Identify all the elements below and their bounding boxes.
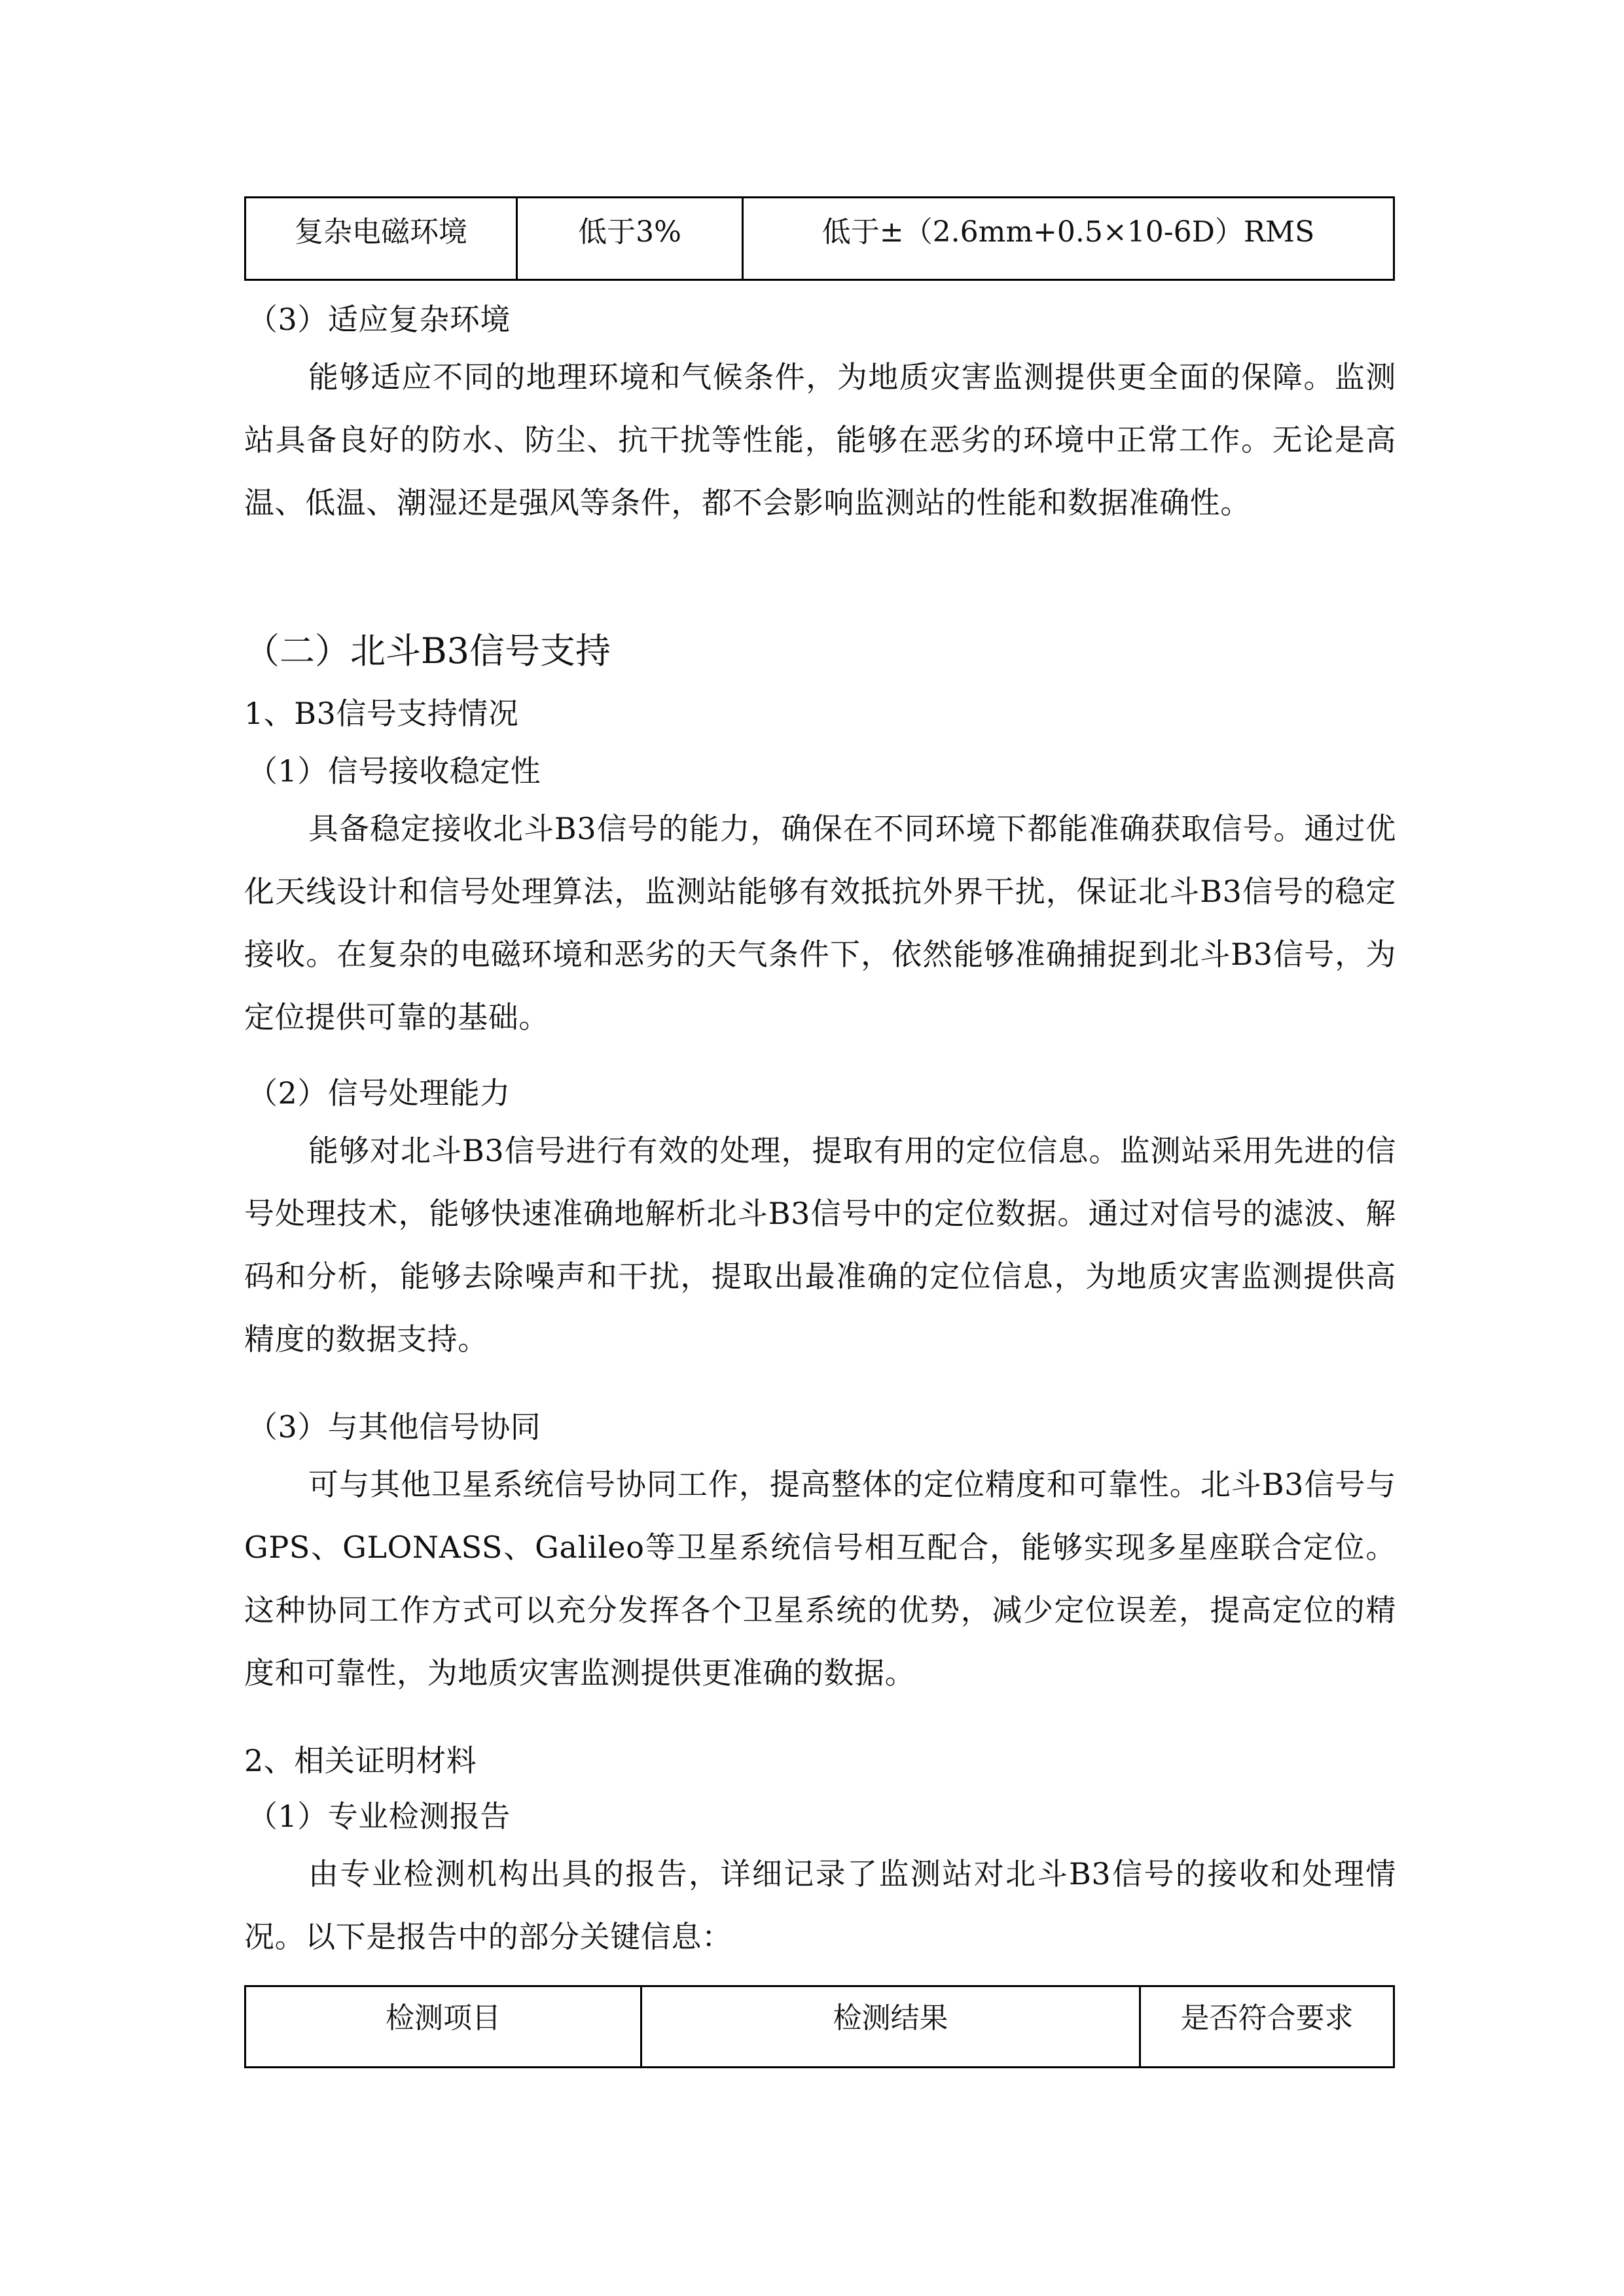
report-table <box>244 1985 1395 2068</box>
header-test-result: 检测结果 <box>641 1986 1140 2068</box>
subsection-heading-2: 2、相关证明材料 <box>244 1743 477 1778</box>
report-paragraph: 由专业检测机构出具的报告，详细记录了监测站对北斗B3信号的接收和处理情况。以下是报告中的部分关键信息： <box>244 1856 1396 1954</box>
subsection-heading-1: 1、B3信号支持情况 <box>244 696 519 731</box>
adapt-heading: （3）适应复杂环境 <box>247 302 511 337</box>
cooperation-paragraph: 可与其他卫星系统信号协同工作，提高整体的定位精度和可靠性。北斗B3信号与GPS、GLONASS、Galileo等卫星系统信号相互配合，能够实现多星座联合定位。这种协同工作方式可以充分发挥各个卫星系统的优势，减少定位误差，提高定位的精度和可靠性，为地质灾害监测提供更准确的数据。 <box>244 1467 1396 1691</box>
stability-heading: （1）信号接收稳定性 <box>247 753 541 789</box>
processing-paragraph: 能够对北斗B3信号进行有效的处理，提取有用的定位信息。监测站采用先进的信号处理技术，能够快速准确地解析北斗B3信号中的定位数据。通过对信号的滤波、解码和分析，能够去除噪声和干扰，提取出最准确的定位信息，为地质灾害监测提供高精度的数据支持。 <box>244 1133 1396 1357</box>
accuracy-table <box>244 196 1395 281</box>
table-cell-rate: 低于3% <box>517 198 743 280</box>
processing-heading: （2）信号处理能力 <box>247 1075 511 1111</box>
header-compliance: 是否符合要求 <box>1140 1986 1394 2068</box>
cooperation-heading: （3）与其他信号协同 <box>247 1409 541 1444</box>
adapt-paragraph: 能够适应不同的地理环境和气候条件，为地质灾害监测提供更全面的保障。监测站具备良好的防水、防尘、抗干扰等性能，能够在恶劣的环境中正常工作。无论是高温、低温、潮湿还是强风等条件，都不会影响监测站的性能和数据准确性。 <box>244 359 1396 520</box>
header-test-item: 检测项目 <box>245 1986 641 2068</box>
table-cell-precision: 低于±（2.6mm+0.5×10-6D）RMS <box>743 198 1394 280</box>
table-header-row <box>245 1986 1394 2068</box>
report-heading: （1）专业检测报告 <box>247 1799 511 1834</box>
section-title: （二）北斗B3信号支持 <box>244 630 611 672</box>
table-cell-environment: 复杂电磁环境 <box>245 198 517 280</box>
stability-paragraph: 具备稳定接收北斗B3信号的能力，确保在不同环境下都能准确获取信号。通过优化天线设计和信号处理算法，监测站能够有效抵抗外界干扰，保证北斗B3信号的稳定接收。在复杂的电磁环境和恶劣的天气条件下，依然能够准确捕捉到北斗B3信号，为定位提供可靠的基础。 <box>244 811 1396 1035</box>
table-row <box>245 198 1394 280</box>
